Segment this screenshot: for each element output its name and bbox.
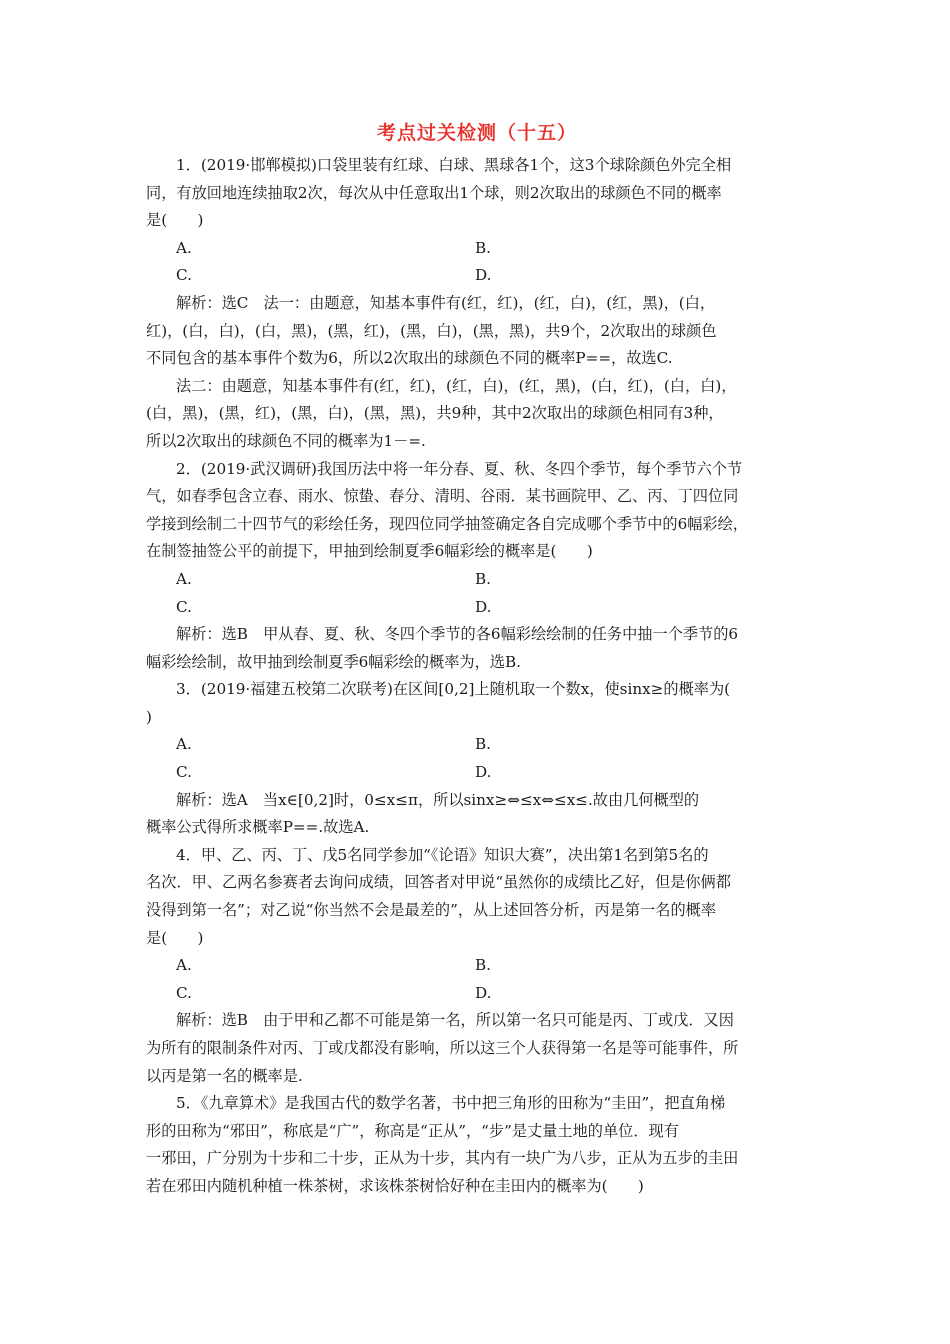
solution-line: 为所有的限制条件对丙、丁或戊都没有影响，所以这三个人获得第一名是等可能事件，所 bbox=[146, 1039, 739, 1057]
solution-line: 法二：由题意，知基本事件有(红，红)，(红，白)，(红，黑)，(白，红)，(白，白)， bbox=[176, 376, 737, 395]
question-2-line: 气，如春季包含立春、雨水、惊蛰、春分、清明、谷雨．某书画院甲、乙、丙、丁四位同 bbox=[146, 487, 739, 506]
option-c: C. bbox=[176, 266, 192, 285]
solution-line: 不同包含的基本事件个数为6，所以2次取出的球颜色不同的概率P==，故选C. bbox=[146, 349, 673, 368]
solution-line: 解析：选A 当x∈[0,2]时，0≤x≤π，所以sinx≥⇔≤x⇔≤x≤.故由几何概型的 bbox=[176, 790, 700, 809]
question-1-options-ab bbox=[146, 235, 808, 263]
option-c: C. bbox=[176, 983, 192, 1002]
question-4-solution bbox=[146, 1007, 808, 1090]
question-1-line: 同，有放回地连续抽取2次，每次从中任意取出1个球，则2次取出的球颜色不同的概率 bbox=[146, 183, 722, 202]
solution-line: 解析：选B 由于甲和乙都不可能是第一名，所以第一名只可能是丙、丁或戊．又因 bbox=[176, 1011, 734, 1030]
question-1-solution-method-1 bbox=[146, 290, 808, 373]
question-5-line: 形的田称为“邪田”，称底是“广”，称高是“正从”，“步”是丈量土地的单位．现有 bbox=[146, 1121, 679, 1140]
solution-line: (白，黑)，(黑，红)，(黑，白)，(黑，黑)，共9种，其中2次取出的球颜色相同有3种， bbox=[146, 404, 724, 423]
option-b: B. bbox=[475, 569, 491, 588]
question-3-line: ) bbox=[146, 707, 152, 726]
solution-line: 红)，(白，白)，(白，黑)，(黑，红)，(黑，白)，(黑，黑)，共9个，2次取出的球颜色 bbox=[146, 321, 717, 340]
question-2-solution bbox=[146, 621, 808, 676]
option-a: A. bbox=[176, 569, 192, 588]
question-2-line: 学接到绘制二十四节气的彩绘任务，现四位同学抽签确定各自完成哪个季节中的6幅彩绘， bbox=[146, 514, 748, 533]
question-5-line: 若在邪田内随机种植一株茶树，求该株茶树恰好种在圭田内的概率为( ) bbox=[146, 1176, 644, 1195]
solution-line: 以丙是第一名的概率是. bbox=[146, 1066, 303, 1085]
option-b: B. bbox=[475, 735, 491, 754]
option-d: D. bbox=[475, 597, 492, 616]
question-2-options-ab bbox=[146, 566, 808, 594]
option-a: A. bbox=[176, 735, 192, 754]
question-2-line: 2．(2019·武汉调研)我国历法中将一年分春、夏、秋、冬四个季节，每个季节六个节 bbox=[176, 459, 743, 478]
option-a: A. bbox=[176, 238, 192, 257]
solution-line: 解析：选C 法一：由题意，知基本事件有(红，红)，(红，白)，(红，黑)，(白， bbox=[176, 293, 716, 312]
solution-line: 概率公式得所求概率P==.故选A. bbox=[146, 818, 370, 837]
question-3-options-ab bbox=[146, 731, 808, 759]
question-3 bbox=[146, 676, 808, 731]
question-4-line: 名次．甲、乙两名参赛者去询问成绩，回答者对甲说“虽然你的成绩比乙好，但是你俩都 bbox=[146, 873, 731, 892]
question-4-line: 没得到第一名”；对乙说“你当然不会是最差的”，从上述回答分析，丙是第一名的概率 bbox=[146, 901, 717, 920]
question-4-line: 4．甲、乙、丙、丁、戊5名同学参加“《论语》知识大赛”，决出第1名到第5名的 bbox=[176, 845, 709, 864]
question-5-line: 一邪田，广分别为十步和二十步，正从为十步，其内有一块广为八步，正从为五步的圭田 bbox=[146, 1149, 739, 1168]
question-1 bbox=[146, 152, 808, 235]
option-d: D. bbox=[475, 266, 492, 285]
question-1-solution-method-2 bbox=[146, 373, 808, 456]
question-4-options-cd bbox=[146, 980, 808, 1008]
option-d: D. bbox=[475, 763, 492, 782]
option-c: C. bbox=[176, 763, 192, 782]
document-page bbox=[146, 118, 808, 1201]
option-d: D. bbox=[475, 983, 492, 1002]
solution-line: 幅彩绘绘制，故甲抽到绘制夏季6幅彩绘的概率为，选B. bbox=[146, 652, 521, 671]
question-3-options-cd bbox=[146, 759, 808, 787]
question-3-line: 3．(2019·福建五校第二次联考)在区间[0,2]上随机取一个数x，使sinx≥的概率为( bbox=[176, 680, 731, 699]
question-2 bbox=[146, 456, 808, 566]
question-4 bbox=[146, 842, 808, 952]
option-c: C. bbox=[176, 597, 192, 616]
option-b: B. bbox=[475, 956, 491, 975]
question-3-solution bbox=[146, 787, 808, 842]
question-5 bbox=[146, 1090, 808, 1200]
solution-line: 所以2次取出的球颜色不同的概率为1－=. bbox=[146, 431, 426, 450]
question-2-options-cd bbox=[146, 594, 808, 622]
question-1-options-cd bbox=[146, 262, 808, 290]
solution-line: 解析：选B 甲从春、夏、秋、冬四个季节的各6幅彩绘绘制的任务中抽一个季节的6 bbox=[176, 625, 739, 644]
question-5-line: 5．《九章算术》是我国古代的数学名著，书中把三角形的田称为“圭田”，把直角梯 bbox=[176, 1094, 726, 1113]
page-title: 考点过关检测（十五） bbox=[376, 122, 577, 144]
option-b: B. bbox=[475, 238, 491, 257]
question-4-line: 是( ) bbox=[146, 928, 204, 947]
option-a: A. bbox=[176, 956, 192, 975]
question-1-line: 是( ) bbox=[146, 211, 204, 230]
question-4-options-ab bbox=[146, 952, 808, 980]
question-1-line: 1．(2019·邯郸模拟)口袋里装有红球、白球、黑球各1个，这3个球除颜色外完全相 bbox=[176, 156, 732, 174]
question-2-line: 在制签抽签公平的前提下，甲抽到绘制夏季6幅彩绘的概率是( ) bbox=[146, 542, 593, 561]
